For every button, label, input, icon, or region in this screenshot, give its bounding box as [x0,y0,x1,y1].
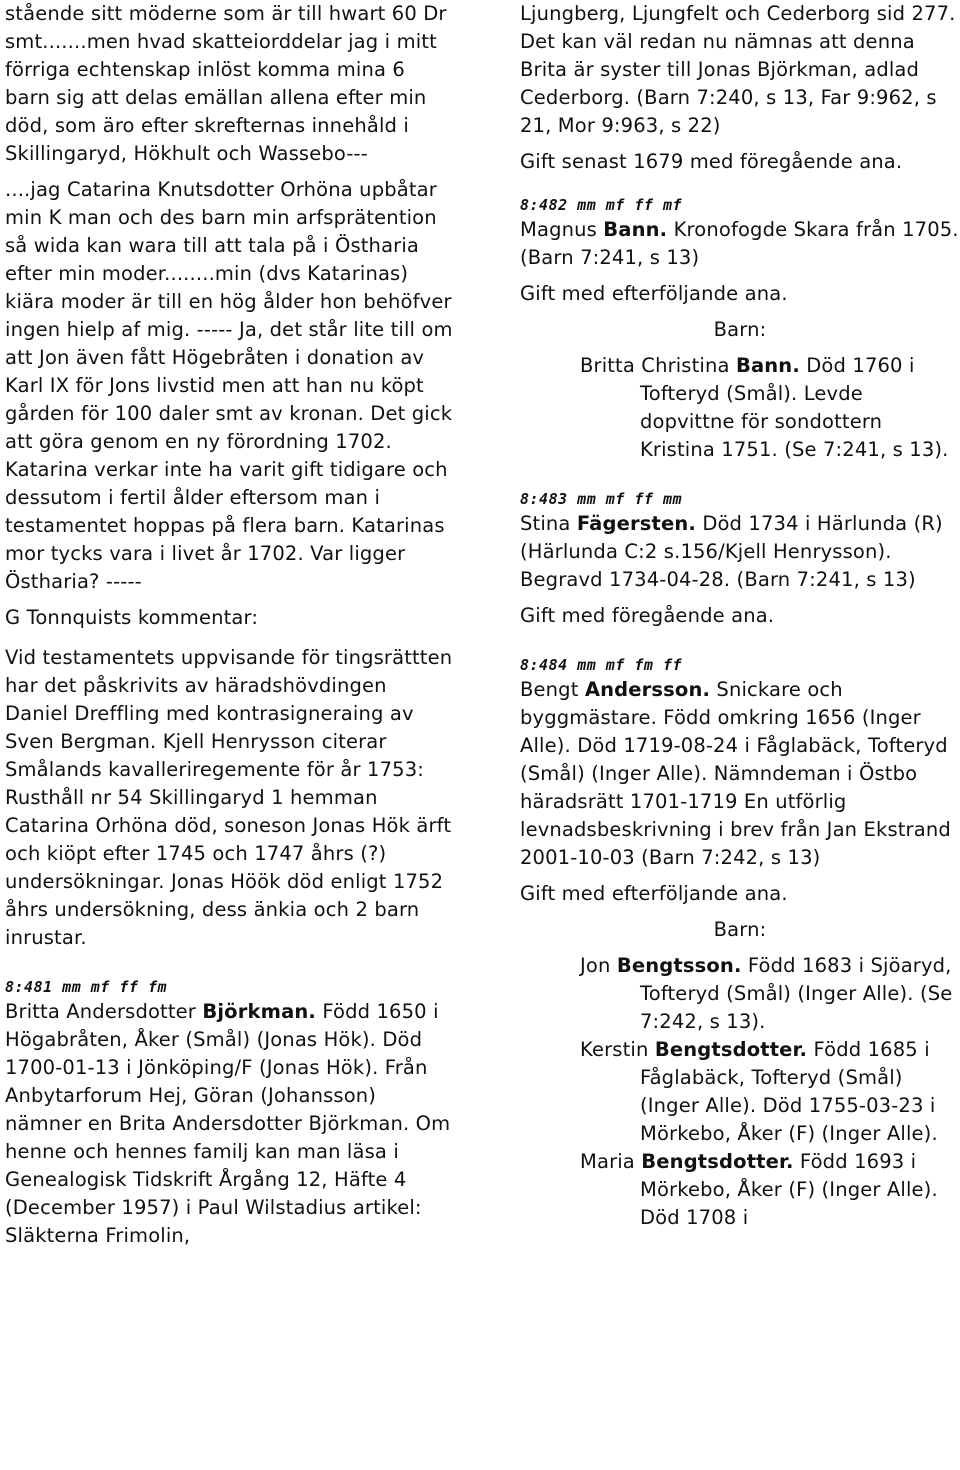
given-name: Bengt [520,678,579,701]
child-entry [520,952,960,1036]
entry-code: 8:481 mm mf ff fm [5,978,168,996]
entry-text: Snickare och byggmästare. Född omkring 1656 (Inger Alle). Död 1719-08-24 i Fåglabäck, Tofteryd (Smål) (Inger Alle). Nämndeman i Östbo häradsrätt 1701-1719 En utförlig levnadsbeskrivning i brev från Jan Ekstrand 2001-10-03 (Barn 7:242, s 13) [520,678,951,869]
given-name: Jon [580,954,611,977]
surname: Bengtsdotter. [641,1150,794,1173]
entry-text: Född 1683 i Sjöaryd, Tofteryd (Smål) (Inger Alle). (Se 7:242, s 13). [640,954,953,1033]
testament-quote-2: ....jag Catarina Knutsdotter Orhöna upbåtar min K man och des barn min arfsprätention så wida kan wara till att tala på i Östharia efter min moder........min (dvs Katarinas) kiära moder är till en hög ålder hon behöfver ingen hielp af mig. ----- Ja, det står lite till om att Jon även fått Högebråten i donation av Karl IX för Jons livstid men att han nu köpt gården för 100 daler smt av kronan. Det gick att göra genom en ny förordning 1702. Katarina verkar inte ha varit gift tidigare och dessutom i fertil ålder eftersom man i testamentet hoppas på flera barn. Katarinas mor tycks vara i livet år 1702. Var ligger Östharia? ----- [5,178,453,593]
entry-8-483 [520,488,960,630]
entry-8-482 [520,194,960,464]
entry-text: Död 1734 i Härlunda (R) (Härlunda C:2 s.156/Kjell Henrysson). Begravd 1734-04-28. (Barn 7:241, s 13) [520,512,943,591]
surname: Andersson. [584,678,711,701]
continuation-text: Ljungberg, Ljungfelt och Cederborg sid 277. Det kan väl redan nu nämnas att denna Brita är syster till Jonas Björkman, adlad Cederborg. (Barn 7:240, s 13, Far 9:962, s 21, Mor 9:963, s 22) [520,2,956,137]
given-name: Magnus [520,218,597,241]
entry-body [520,676,960,872]
given-name: Maria [580,1150,635,1173]
entry-body [520,510,960,594]
barn-label: Barn: [713,318,767,341]
entry-text: Död 1760 i Tofteryd (Smål). Levde dopvittne för sondottern Kristina 1751. (Se 7:241, s 13). [640,354,949,461]
child-entry [520,352,960,464]
gift-line: Gift med efterföljande ana. [520,282,788,305]
surname: Fägersten. [576,512,696,535]
gift-line: Gift med föregående ana. [520,604,775,627]
given-name: Britta Andersdotter [5,1000,196,1023]
entry-text: Född 1693 i Mörkebo, Åker (F) (Inger Alle). Död 1708 i [640,1150,938,1229]
right-column [520,0,960,1232]
surname: Bengtsdotter. [654,1038,808,1061]
entry-code: 8:482 mm mf ff mf [520,196,683,214]
child-entry [520,1148,960,1232]
gift-line: Gift senast 1679 med föregående ana. [520,150,903,173]
entry-code: 8:483 mm mf ff mm [520,490,683,508]
entry-body [5,998,455,1250]
given-name: Kerstin [580,1038,649,1061]
surname: Bann. [735,354,800,377]
entry-text: Född 1685 i Fåglabäck, Tofteryd (Smål) (Inger Alle). Död 1755-03-23 i Mörkebo, Åker (F) (Inger Alle). [640,1038,938,1145]
entry-text: Född 1650 i Högabråten, Åker (Smål) (Jonas Hök). Död 1700-01-13 i Jönköping/F (Jonas Hök). Från Anbytarforum Hej, Göran (Johansson) nämner en Brita Andersdotter Björkman. Om henne och hennes familj kan man läsa i Genealogisk Tidskrift Årgång 12, Häfte 4 (December 1957) i Paul Wilstadius artikel: Släkterna Frimolin, [5,1000,451,1247]
testament-quote-1: stående sitt möderne som är till hwart 60 Dr smt.......men hvad skatteiorddelar jag i mitt förriga echtenskap inlöst komma mina 6 barn sig att delas emällan allena efter min död, som äro efter skrefternas innehåld i Skillingaryd, Hökhult och Wassebo--- [5,2,447,165]
entry-text: Kronofogde Skara från 1705. (Barn 7:241, s 13) [520,218,959,269]
child-entry [520,1036,960,1148]
entry-body [520,216,960,272]
entry-8-481 [5,976,455,1250]
entry-code: 8:484 mm mf fm ff [520,656,683,674]
gift-line: Gift med efterföljande ana. [520,882,788,905]
given-name: Stina [520,512,571,535]
given-name: Britta Christina [580,354,730,377]
surname: Bengtsson. [616,954,742,977]
tonnquist-heading: G Tonnquists kommentar: [5,606,259,629]
barn-label: Barn: [713,918,767,941]
surname: Bann. [603,218,668,241]
surname: Björkman. [202,1000,316,1023]
tonnquist-comment: Vid testamentets uppvisande för tingsrättten har det påskrivits av häradshövdingen Daniel Dreffling med kontrasigneraing av Sven Bergman. Kjell Henrysson citerar Smålands kavalleriregemente för år 1753: Rusthåll nr 54 Skillingaryd 1 hemman Catarina Orhöna död, soneson Jonas Hök ärft och kiöpt efter 1745 och 1747 åhrs (?) undersökningar. Jonas Höök död enligt 1752 åhrs undersökning, dess änkia och 2 barn inrustar. [5,646,453,949]
entry-8-484 [520,654,960,1232]
left-column [5,0,455,1250]
